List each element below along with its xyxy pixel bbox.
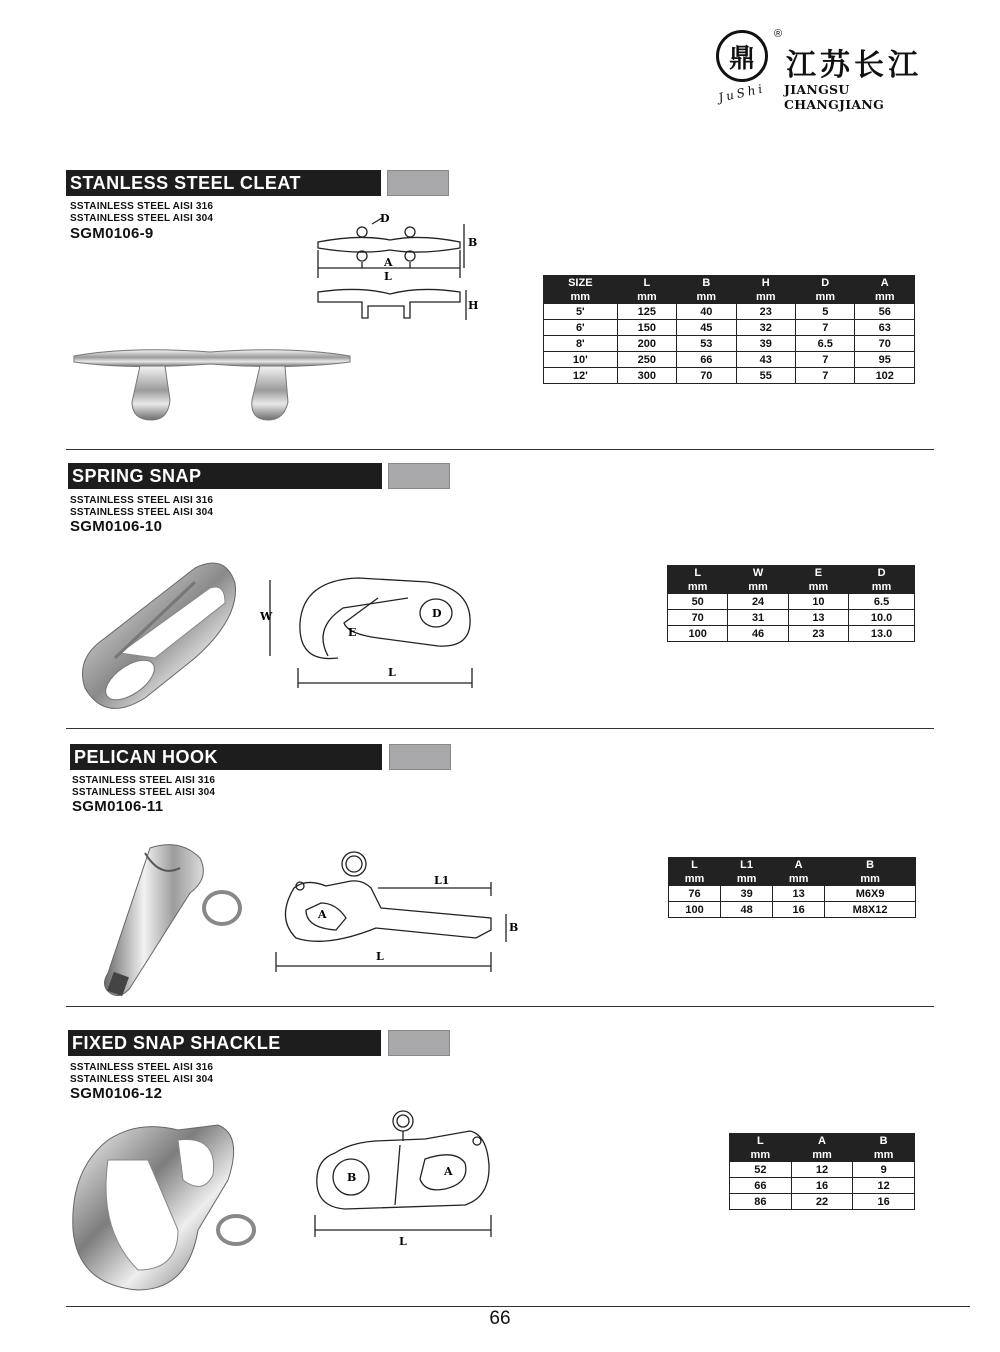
fixed-snap-shackle-photo xyxy=(68,1120,258,1295)
col-unit: mm xyxy=(788,580,848,594)
table-cell: 10' xyxy=(544,352,618,368)
table-cell: 16 xyxy=(791,1178,853,1194)
brand-name-en: JIANGSU CHANGJIANG xyxy=(784,82,885,112)
table-row xyxy=(668,626,915,642)
label-l: L xyxy=(399,1235,407,1248)
col-header: D xyxy=(849,566,915,580)
table-cell: 6' xyxy=(544,320,618,336)
table-cell: 12' xyxy=(544,368,618,384)
table-cell: 39 xyxy=(721,886,773,902)
col-header: B xyxy=(853,1134,915,1148)
table-cell: 86 xyxy=(730,1194,792,1210)
col-unit: mm xyxy=(669,872,721,886)
table-cell: 5 xyxy=(796,304,855,320)
brand-name-cn: 江苏长江 xyxy=(786,48,922,83)
pelican-hook-spec-table xyxy=(668,857,916,918)
table-cell: 12 xyxy=(853,1178,915,1194)
section-divider xyxy=(66,449,934,450)
table-cell: 8' xyxy=(544,336,618,352)
table-row xyxy=(669,902,916,918)
table-cell: 45 xyxy=(677,320,736,336)
page-number: 66 xyxy=(489,1308,511,1329)
table-cell: 24 xyxy=(728,594,788,610)
title-swatch xyxy=(388,463,450,489)
col-unit: mm xyxy=(855,290,915,304)
table-cell: 76 xyxy=(669,886,721,902)
table-cell: 32 xyxy=(736,320,795,336)
label-b: B xyxy=(509,921,519,934)
brand-sub: JuShi xyxy=(717,81,767,105)
col-unit: mm xyxy=(617,290,676,304)
footer-divider xyxy=(66,1306,970,1307)
table-row xyxy=(730,1162,915,1178)
table-cell: 150 xyxy=(617,320,676,336)
col-header: W xyxy=(728,566,788,580)
col-header: A xyxy=(773,858,825,872)
table-cell: 70 xyxy=(677,368,736,384)
label-b: B xyxy=(468,236,478,249)
table-row xyxy=(544,368,915,384)
material-spec-316: SSTAINLESS STEEL AISI 316 xyxy=(72,775,216,786)
col-unit: mm xyxy=(796,290,855,304)
table-cell: 7 xyxy=(796,368,855,384)
product-code: SGM0106-11 xyxy=(72,798,164,815)
table-cell: 12 xyxy=(791,1162,853,1178)
table-cell: 52 xyxy=(730,1162,792,1178)
col-unit: mm xyxy=(849,580,915,594)
table-cell: 6.5 xyxy=(849,594,915,610)
material-spec-304: SSTAINLESS STEEL AISI 304 xyxy=(72,787,216,798)
cleat-photo xyxy=(70,340,355,425)
section-title: SPRING SNAP xyxy=(68,463,382,489)
material-spec-316: SSTAINLESS STEEL AISI 316 xyxy=(70,201,214,212)
registered-mark: ® xyxy=(774,28,783,40)
product-code: SGM0106-10 xyxy=(70,518,163,535)
material-spec-316: SSTAINLESS STEEL AISI 316 xyxy=(70,1062,214,1073)
col-header: SIZE xyxy=(544,276,618,290)
table-cell: 6.5 xyxy=(796,336,855,352)
table-cell: 9 xyxy=(853,1162,915,1178)
title-swatch xyxy=(389,744,451,770)
pelican-hook-photo xyxy=(70,838,250,1003)
table-cell: 70 xyxy=(668,610,728,626)
section-title: FIXED SNAP SHACKLE xyxy=(68,1030,381,1056)
col-unit: mm xyxy=(668,580,728,594)
table-cell: 5' xyxy=(544,304,618,320)
spring-snap-spec-table xyxy=(667,565,915,642)
col-unit: mm xyxy=(544,290,618,304)
col-header: H xyxy=(736,276,795,290)
table-cell: 125 xyxy=(617,304,676,320)
product-code: SGM0106-9 xyxy=(70,225,154,242)
table-cell: 10 xyxy=(788,594,848,610)
label-l: L xyxy=(384,270,392,283)
col-unit: mm xyxy=(825,872,916,886)
material-spec-304: SSTAINLESS STEEL AISI 304 xyxy=(70,1074,214,1085)
table-cell: 13 xyxy=(773,886,825,902)
table-row xyxy=(668,594,915,610)
col-unit: mm xyxy=(773,872,825,886)
table-cell: 46 xyxy=(728,626,788,642)
table-cell: 16 xyxy=(773,902,825,918)
label-d: D xyxy=(380,212,390,225)
table-cell: 63 xyxy=(855,320,915,336)
col-unit: mm xyxy=(736,290,795,304)
section-divider xyxy=(66,728,934,729)
fixed-snap-shackle-spec-table xyxy=(729,1133,915,1210)
label-l: L xyxy=(388,666,396,679)
col-header: A xyxy=(791,1134,853,1148)
col-header: D xyxy=(796,276,855,290)
table-cell: 66 xyxy=(730,1178,792,1194)
spring-snap-photo xyxy=(75,558,245,718)
table-cell: 250 xyxy=(617,352,676,368)
table-cell: 23 xyxy=(736,304,795,320)
label-l: L xyxy=(376,950,384,963)
label-a: A xyxy=(444,1165,453,1178)
col-header: B xyxy=(825,858,916,872)
col-unit: mm xyxy=(677,290,736,304)
table-row xyxy=(544,352,915,368)
title-swatch xyxy=(388,1030,450,1056)
brand-logo xyxy=(712,26,952,112)
cleat-drawing xyxy=(300,210,480,325)
table-cell: 16 xyxy=(853,1194,915,1210)
table-cell: 13 xyxy=(788,610,848,626)
pelican-hook-drawing xyxy=(266,848,526,973)
table-cell: 10.0 xyxy=(849,610,915,626)
col-header: L1 xyxy=(721,858,773,872)
fixed-snap-shackle-drawing xyxy=(305,1105,505,1248)
table-cell: M6X9 xyxy=(825,886,916,902)
label-a: A xyxy=(384,256,393,269)
table-row xyxy=(544,304,915,320)
table-cell: 55 xyxy=(736,368,795,384)
material-spec-304: SSTAINLESS STEEL AISI 304 xyxy=(70,507,214,518)
col-header: L xyxy=(669,858,721,872)
table-cell: 53 xyxy=(677,336,736,352)
spring-snap-drawing xyxy=(258,568,478,693)
table-cell: 39 xyxy=(736,336,795,352)
table-cell: 70 xyxy=(855,336,915,352)
label-h: H xyxy=(468,299,479,312)
table-cell: 56 xyxy=(855,304,915,320)
logo-mark: 鼎 xyxy=(716,30,768,82)
table-cell: 13.0 xyxy=(849,626,915,642)
col-unit: mm xyxy=(791,1148,853,1162)
label-a: A xyxy=(318,908,327,921)
label-w: W xyxy=(260,610,273,623)
col-header: L xyxy=(617,276,676,290)
table-cell: 31 xyxy=(728,610,788,626)
table-cell: 66 xyxy=(677,352,736,368)
table-cell: 300 xyxy=(617,368,676,384)
material-spec-316: SSTAINLESS STEEL AISI 316 xyxy=(70,495,214,506)
material-spec-304: SSTAINLESS STEEL AISI 304 xyxy=(70,213,214,224)
table-cell: 22 xyxy=(791,1194,853,1210)
label-d: D xyxy=(432,607,442,620)
col-header: B xyxy=(677,276,736,290)
col-unit: mm xyxy=(721,872,773,886)
title-swatch xyxy=(387,170,449,196)
cleat-spec-table xyxy=(543,275,915,384)
table-row xyxy=(730,1178,915,1194)
table-row xyxy=(544,336,915,352)
table-cell: 102 xyxy=(855,368,915,384)
col-unit: mm xyxy=(730,1148,792,1162)
section-title: STANLESS STEEL CLEAT xyxy=(66,170,381,196)
col-header: L xyxy=(668,566,728,580)
label-l1: L1 xyxy=(434,874,450,887)
table-row xyxy=(730,1194,915,1210)
label-e: E xyxy=(348,626,357,639)
col-unit: mm xyxy=(728,580,788,594)
table-cell: 48 xyxy=(721,902,773,918)
table-cell: M8X12 xyxy=(825,902,916,918)
table-cell: 7 xyxy=(796,320,855,336)
table-cell: 40 xyxy=(677,304,736,320)
table-row xyxy=(668,610,915,626)
label-b: B xyxy=(347,1171,357,1184)
table-cell: 43 xyxy=(736,352,795,368)
table-cell: 7 xyxy=(796,352,855,368)
table-row xyxy=(669,886,916,902)
section-title: PELICAN HOOK xyxy=(70,744,382,770)
section-divider xyxy=(66,1006,934,1007)
table-cell: 200 xyxy=(617,336,676,352)
table-cell: 23 xyxy=(788,626,848,642)
table-cell: 95 xyxy=(855,352,915,368)
table-cell: 100 xyxy=(669,902,721,918)
table-row xyxy=(544,320,915,336)
product-code: SGM0106-12 xyxy=(70,1085,163,1102)
col-unit: mm xyxy=(853,1148,915,1162)
col-header: A xyxy=(855,276,915,290)
col-header: E xyxy=(788,566,848,580)
table-cell: 50 xyxy=(668,594,728,610)
table-cell: 100 xyxy=(668,626,728,642)
col-header: L xyxy=(730,1134,792,1148)
